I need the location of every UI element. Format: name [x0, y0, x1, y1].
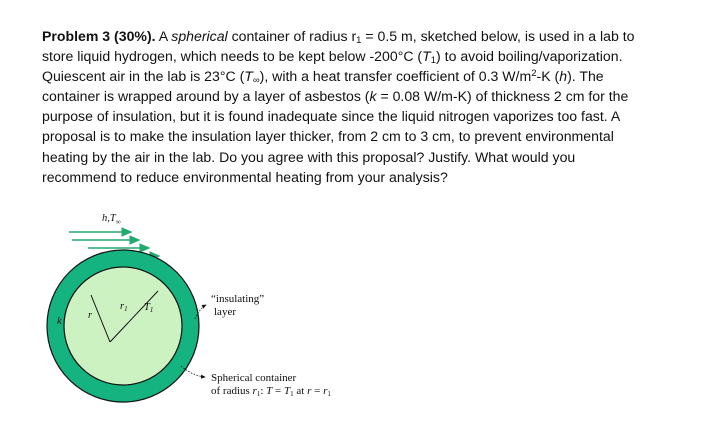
container-label-2: of radius r1: T = T1 at r = r1 — [211, 385, 331, 398]
text-segment: Quiescent air in the lab is 23°C ( — [42, 68, 245, 85]
spherical-container — [64, 267, 182, 385]
superscript: 2 — [531, 68, 537, 80]
h-T-label: $h,T_\infty$ — [102, 213, 121, 226]
problem-line-8: recommend to reduce environmental heating from your analysis? — [42, 168, 448, 185]
text-emphasis: spherical — [171, 28, 228, 44]
problem-line-7: heating by the air in the lab. Do you agree with this proposal? Justify. What would you — [42, 148, 576, 165]
r-label: r — [88, 310, 93, 321]
r1-label: r1 — [120, 301, 128, 313]
text-segment: A — [155, 28, 172, 44]
text-segment: ). The — [567, 68, 604, 85]
T1-label: T1 — [144, 302, 154, 314]
symbol-r: r — [351, 28, 357, 44]
text-segment: ) to avoid boiling/vaporization. — [436, 48, 623, 65]
text-segment: container of radius — [227, 28, 352, 44]
text-segment: = 0.5 m, sketched below, is used in a lab to — [361, 28, 635, 44]
k-label: k — [57, 316, 62, 327]
insulating-label-2: layer — [214, 306, 236, 318]
problem-line-5: purpose of insulation, but it is found inadequate since the liquid nitrogen vaporizes too fast. A — [42, 108, 621, 125]
symbol-T: T — [422, 48, 431, 65]
symbol-T: T — [244, 68, 253, 85]
insulating-label-1: “insulating” — [211, 293, 265, 305]
text-segment: = 0.08 W/m-K) of thickness 2 cm for the — [376, 88, 629, 105]
subscript: 1 — [430, 55, 437, 67]
subscript: ∞ — [252, 75, 260, 87]
text-segment: store liquid hydrogen, which needs to be kept below -200°C ( — [42, 48, 423, 65]
text-segment: -K ( — [536, 68, 560, 85]
symbol-h: h — [559, 68, 568, 85]
text-segment: ), with a heat transfer coefficient of 0.3 W/m — [259, 68, 532, 85]
container-label-1: Spherical container — [211, 372, 297, 384]
problem-heading: Problem 3 (30%). — [42, 28, 156, 44]
problem-line-6: proposal is to make the insulation layer thicker, from 2 cm to 3 cm, to prevent environmental — [42, 128, 614, 145]
text-segment: container is wrapped around by a layer of asbestos ( — [42, 88, 370, 105]
subscript: 1 — [356, 35, 362, 46]
symbol-k: k — [369, 88, 377, 105]
